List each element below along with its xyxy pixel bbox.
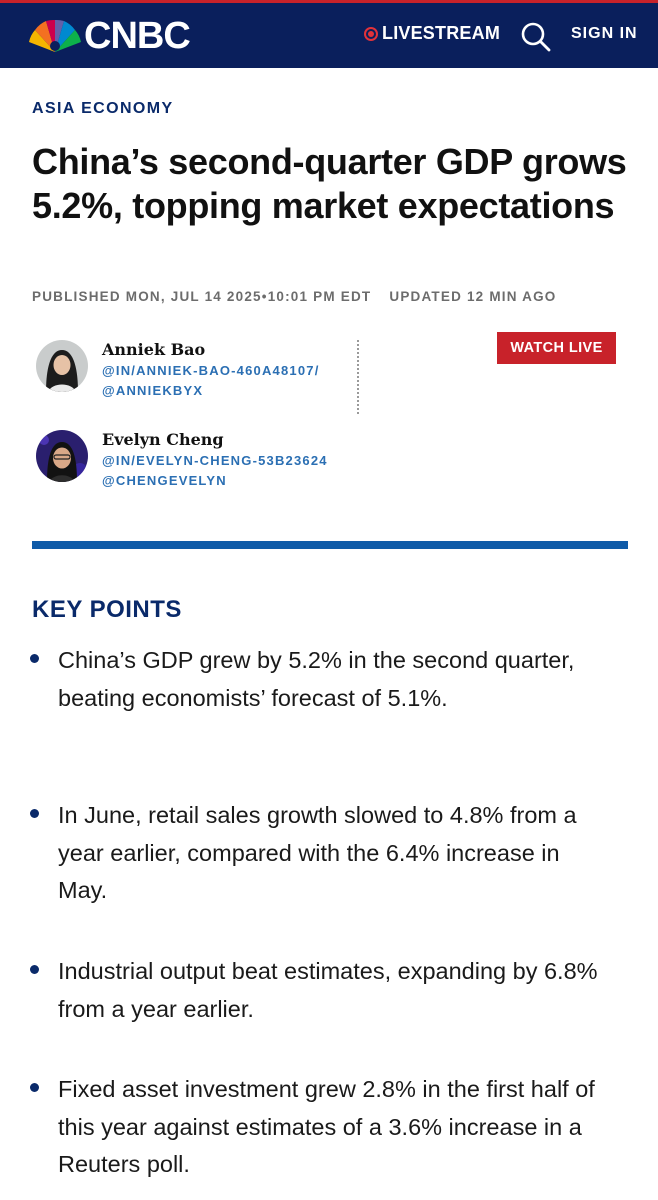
author-avatar[interactable] [36, 430, 88, 482]
bullet-icon [30, 1083, 39, 1092]
author-twitter-link[interactable]: @CHENGEVELYN [102, 473, 227, 488]
live-dot-icon [364, 27, 378, 41]
key-point-text: Fixed asset investment grew 2.8% in the first half of this year against estimates of a 3.6% increase in a Reuters poll. [58, 1076, 595, 1177]
article-timestamps [32, 289, 557, 304]
author-linkedin-link[interactable]: @IN/ANNIEK-BAO-460A48107/ [102, 363, 320, 378]
bullet-icon [30, 965, 39, 974]
author-avatar[interactable] [36, 340, 88, 392]
section-label[interactable]: ASIA ECONOMY [32, 100, 174, 117]
updated-time: UPDATED 12 MIN AGO [389, 289, 557, 304]
sign-in-button[interactable]: SIGN IN [571, 25, 638, 42]
author-name[interactable]: Evelyn Cheng [102, 430, 224, 449]
avatar-photo-icon [36, 430, 88, 482]
author-name[interactable]: Anniek Bao [102, 340, 206, 359]
brand-name: CNBC [84, 15, 190, 57]
article-headline: China’s second-quarter GDP grows 5.2%, topping market expectations [32, 141, 627, 226]
published-time: PUBLISHED MON, JUL 14 2025•10:01 PM EDT [32, 289, 372, 304]
author-divider [357, 340, 359, 414]
bullet-icon [30, 809, 39, 818]
key-point-text: In June, retail sales growth slowed to 4.8% from a year earlier, compared with the 6.4% increase in May. [58, 802, 577, 903]
section-divider [32, 541, 628, 549]
bullet-icon [30, 654, 39, 663]
avatar-photo-icon [36, 340, 88, 392]
author-twitter-link[interactable]: @ANNIEKBYX [102, 383, 204, 398]
top-nav-bar [0, 0, 658, 68]
livestream-link[interactable] [364, 23, 500, 44]
search-icon[interactable] [520, 21, 552, 53]
key-point-text: China’s GDP grew by 5.2% in the second quarter, beating economists’ forecast of 5.1%. [58, 647, 575, 711]
key-points-title: KEY POINTS [32, 596, 182, 623]
watch-live-button[interactable]: WATCH LIVE [497, 332, 616, 364]
key-point-text: Industrial output beat estimates, expanding by 6.8% from a year earlier. [58, 958, 598, 1022]
peacock-logo-icon [28, 18, 82, 54]
cnbc-logo[interactable] [28, 16, 190, 56]
livestream-label: LIVESTREAM [382, 23, 501, 43]
author-linkedin-link[interactable]: @IN/EVELYN-CHENG-53B23624 [102, 453, 328, 468]
